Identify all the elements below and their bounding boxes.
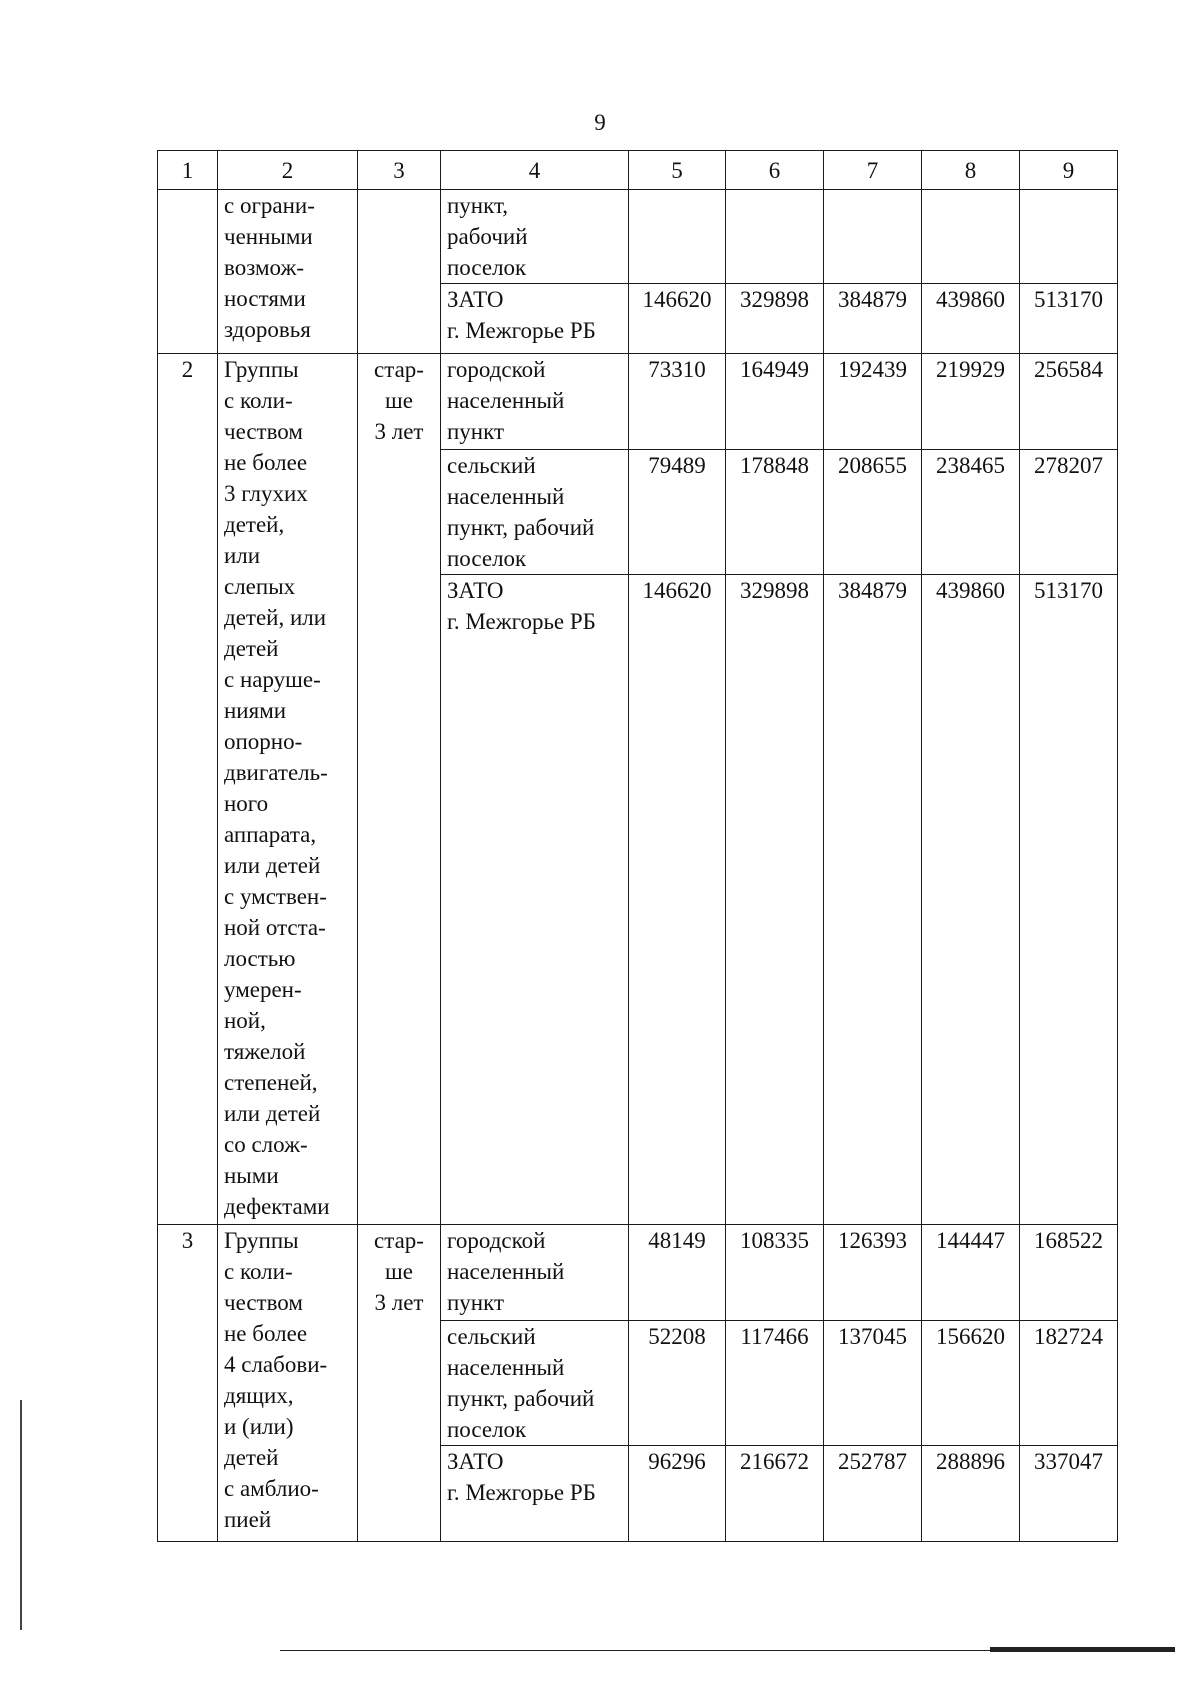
column-header: 5 bbox=[629, 151, 726, 190]
value-cell: 384879 bbox=[824, 284, 922, 354]
value-cell: 329898 bbox=[726, 284, 824, 354]
settlement-type: ЗАТО г. Межгорье РБ bbox=[441, 1446, 629, 1542]
value-cell bbox=[922, 190, 1020, 284]
group-description: с ограни- ченными возмож- ностями здоровья bbox=[218, 190, 358, 354]
value-cell: 168522 bbox=[1020, 1225, 1118, 1321]
value-cell: 108335 bbox=[726, 1225, 824, 1321]
settlement-type: сельский населенный пункт, рабочий поселок bbox=[441, 1321, 629, 1446]
value-cell bbox=[629, 190, 726, 284]
value-cell: 79489 bbox=[629, 450, 726, 575]
settlement-type: ЗАТО г. Межгорье РБ bbox=[441, 284, 629, 354]
value-cell: 219929 bbox=[922, 354, 1020, 450]
table-row bbox=[158, 1225, 1118, 1321]
column-number-row bbox=[158, 151, 1118, 190]
row-number-cell: 2 bbox=[158, 354, 218, 1225]
value-cell: 439860 bbox=[922, 575, 1020, 1225]
value-cell: 288896 bbox=[922, 1446, 1020, 1542]
settlement-type: сельский населенный пункт, рабочий поселок bbox=[441, 450, 629, 575]
group-description: Группы с коли- чеством не более 4 слабови- дящих, и (или) детей с амблио- пией bbox=[218, 1225, 358, 1542]
value-cell: 513170 bbox=[1020, 575, 1118, 1225]
column-header: 8 bbox=[922, 151, 1020, 190]
value-cell: 48149 bbox=[629, 1225, 726, 1321]
value-cell: 337047 bbox=[1020, 1446, 1118, 1542]
value-cell: 192439 bbox=[824, 354, 922, 450]
age-cell: стар- ше 3 лет bbox=[358, 354, 441, 1225]
table-row bbox=[158, 354, 1118, 450]
value-cell: 182724 bbox=[1020, 1321, 1118, 1446]
value-cell: 73310 bbox=[629, 354, 726, 450]
age-cell bbox=[358, 190, 441, 354]
settlement-type: пункт, рабочий поселок bbox=[441, 190, 629, 284]
row-number-cell bbox=[158, 190, 218, 354]
column-header: 2 bbox=[218, 151, 358, 190]
settlement-type: ЗАТО г. Межгорье РБ bbox=[441, 575, 629, 1225]
value-cell: 178848 bbox=[726, 450, 824, 575]
value-cell: 164949 bbox=[726, 354, 824, 450]
table-row bbox=[158, 190, 1118, 284]
value-cell: 137045 bbox=[824, 1321, 922, 1446]
bottom-rule-thick bbox=[990, 1647, 1175, 1652]
column-header: 4 bbox=[441, 151, 629, 190]
row-number-cell: 3 bbox=[158, 1225, 218, 1542]
settlement-type: городской населенный пункт bbox=[441, 1225, 629, 1321]
value-cell: 144447 bbox=[922, 1225, 1020, 1321]
value-cell: 208655 bbox=[824, 450, 922, 575]
value-cell: 384879 bbox=[824, 575, 922, 1225]
value-cell bbox=[1020, 190, 1118, 284]
value-cell bbox=[824, 190, 922, 284]
value-cell bbox=[726, 190, 824, 284]
column-header: 7 bbox=[824, 151, 922, 190]
age-cell: стар- ше 3 лет bbox=[358, 1225, 441, 1542]
page-number: 9 bbox=[594, 110, 606, 135]
scan-edge-mark bbox=[20, 1400, 22, 1630]
value-cell: 96296 bbox=[629, 1446, 726, 1542]
value-cell: 439860 bbox=[922, 284, 1020, 354]
column-header: 1 bbox=[158, 151, 218, 190]
value-cell: 52208 bbox=[629, 1321, 726, 1446]
value-cell: 513170 bbox=[1020, 284, 1118, 354]
settlement-type: городской населенный пункт bbox=[441, 354, 629, 450]
value-cell: 126393 bbox=[824, 1225, 922, 1321]
value-cell: 256584 bbox=[1020, 354, 1118, 450]
column-header: 9 bbox=[1020, 151, 1118, 190]
value-cell: 238465 bbox=[922, 450, 1020, 575]
value-cell: 329898 bbox=[726, 575, 824, 1225]
group-description: Группы с коли- чеством не более 3 глухих детей, или слепых детей, или детей с наруше- ниями опорно- двигатель- ного аппарата, или детей с умствен- ной отста- лостью умерен- ной, тяжелой степеней, или детей со слож- ными дефектами bbox=[218, 354, 358, 1225]
value-cell: 117466 bbox=[726, 1321, 824, 1446]
value-cell: 216672 bbox=[726, 1446, 824, 1542]
value-cell: 146620 bbox=[629, 575, 726, 1225]
column-header: 6 bbox=[726, 151, 824, 190]
rates-table bbox=[157, 150, 1118, 1542]
value-cell: 146620 bbox=[629, 284, 726, 354]
value-cell: 156620 bbox=[922, 1321, 1020, 1446]
value-cell: 252787 bbox=[824, 1446, 922, 1542]
column-header: 3 bbox=[358, 151, 441, 190]
value-cell: 278207 bbox=[1020, 450, 1118, 575]
